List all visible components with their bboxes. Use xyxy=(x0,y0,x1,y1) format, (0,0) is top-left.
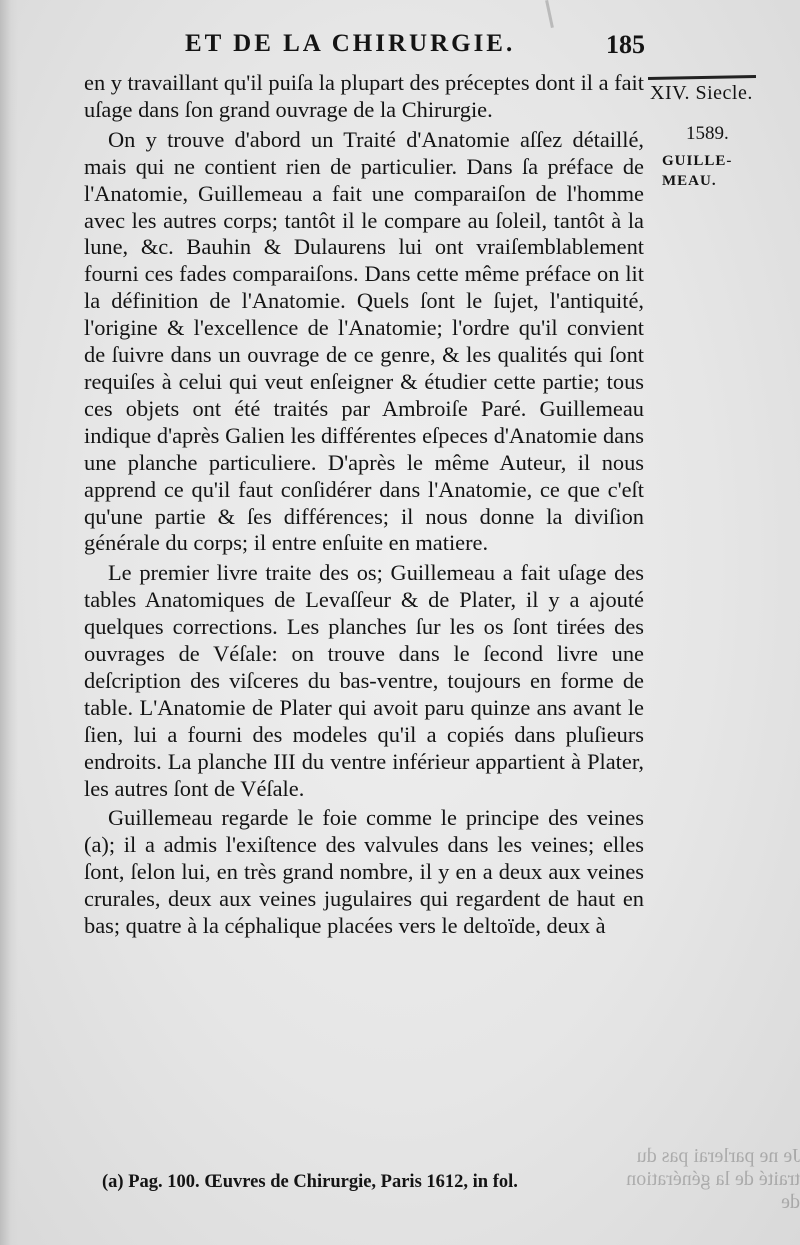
running-head xyxy=(185,30,645,66)
margin-century: XIV. Siecle. xyxy=(650,82,753,104)
page-gutter-edge xyxy=(0,0,18,1245)
paper-crease xyxy=(545,0,554,28)
paragraph-continuation: en y travaillant qu'il puiſa la plupart des préceptes dont il a fait uſage dans ſon grand ouvrage de la Chirurgie. xyxy=(84,70,644,122)
margin-rule xyxy=(648,75,756,80)
footnote: (a) Pag. 100. Œuvres de Chirurgie, Paris 1612, in fol. xyxy=(102,1172,518,1192)
margin-author: GUILLE-MEAU. xyxy=(662,153,733,189)
running-head-title: ET DE LA CHIRURGIE. xyxy=(185,30,516,57)
paragraph-liver-veins: Guillemeau regarde le foie comme le principe des veines (a); il a admis l'exiſtence des valvules dans les veines; elles ſont, ſelon lui, en très grand nombre, il y en a deux aux veines crurales, deux aux veines jugulaires qui regardent de haut en bas; quatre à la céphalique placées vers le deltoïde, deux à xyxy=(84,805,644,939)
marginal-notes xyxy=(646,82,796,191)
show-through-text: Je ne parlerai pas du traité de la génération de xyxy=(626,1145,800,1213)
main-text-column xyxy=(84,70,644,943)
page-number: 185 xyxy=(606,30,645,59)
paragraph-anatomy-treatise: On y trouve d'abord un Traité d'Anatomie aſſez détaillé, mais qui ne contient rien de particulier. Dans ſa préface de l'Anatomie, Guillemeau a fait une comparaiſon de l'homme avec les autres corps; tantôt il le compare au ſoleil, tantôt à la lune, &c. Bauhin & Dulaurens lui ont vraiſemblablement fourni ces fades comparaiſons. Dans cette même préface on lit la définition de l'Anatomie. Quels ſont le ſujet, l'antiquité, l'origine & l'excellence de l'Anatomie; l'ordre qu'il convient de ſuivre dans un ouvrage de ce genre, & les qualités qui ſont requiſes à celui qui veut enſeigner & étudier cette partie; tous ces objets ont été traités par Ambroiſe Paré. Guillemeau indique d'après Galien les différentes eſpeces d'Anatomie dans une planche particuliere. D'après le même Auteur, il nous apprend ce qu'il faut conſidérer dans l'Anatomie, ce que c'eſt qu'une partie & ſes différences; il nous donne la diviſion générale du corps; il entre enſuite en matiere. xyxy=(84,126,644,556)
paragraph-first-book: Le premier livre traite des os; Guillemeau a fait uſage des tables Anatomiques de Levaſſeur & de Plater, il y a ajouté quelques corrections. Les planches ſur les os ſont tirées des ouvrages de Véſale: on trouve dans le ſecond livre une deſcription des viſceres du bas-ventre, toujours en forme de table. L'Anatomie de Plater qui avoit paru quinze ans avant le ſien, lui a fourni des modeles qu'il a copiés dans pluſieurs endroits. La planche III du ventre inférieur appartient à Plater, les autres ſont de Véſale. xyxy=(84,560,644,801)
margin-year: 1589. xyxy=(686,123,729,144)
